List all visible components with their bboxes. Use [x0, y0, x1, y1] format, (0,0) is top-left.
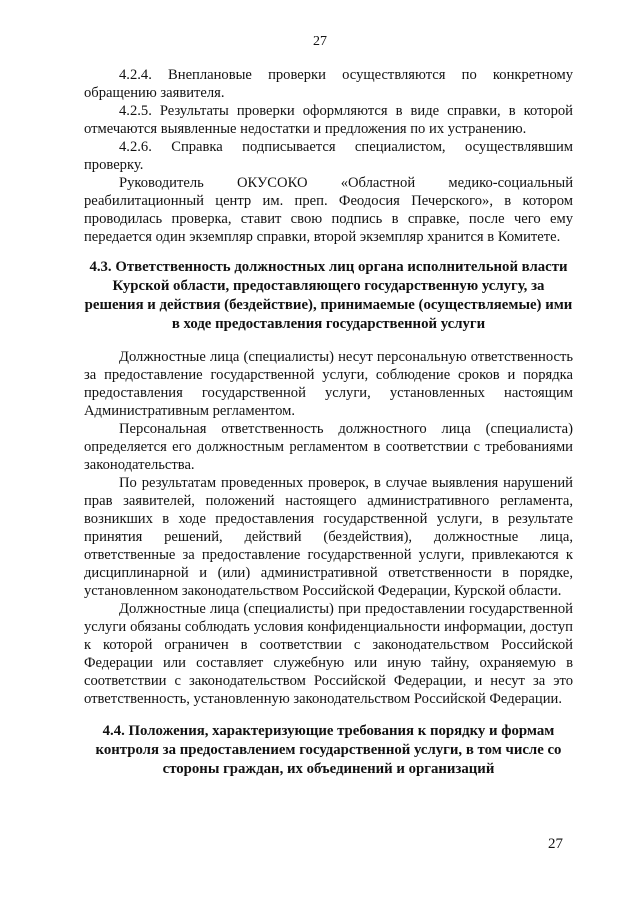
paragraph-4-2-4: 4.2.4. Внеплановые проверки осуществляются по конкретному обращению заявителя. — [84, 67, 573, 101]
paragraph-responsibility-4: Должностные лица (специалисты) при предоставлении государственной услуги обязаны соблюдать условия конфиденциальности информации, доступ к которой ограничен в соответствии с законодательством Российской Федерации или составляет служебную или иную тайну, охраняемую в соответствии с законодательством Российской Федерации, и несут за это ответственность, установленную законодательством Российской Федерации. — [84, 601, 573, 707]
section-heading-4-4: 4.4. Положения, характеризующие требования к порядку и формам контроля за предоставлением государственной услуги, в том числе со стороны граждан, их объединений и организаций — [95, 723, 562, 777]
page-number-top: 27 — [313, 34, 327, 49]
paragraph-4-2-6: 4.2.6. Справка подписывается специалистом, осуществлявшим проверку. — [84, 139, 573, 173]
paragraph-responsibility-2: Персональная ответственность должностного лица (специалиста) определяется его должностным регламентом в соответствии с требованиями законодательства. — [84, 421, 573, 473]
page-number-bottom: 27 — [548, 836, 563, 852]
section-heading-4-3: 4.3. Ответственность должностных лиц органа исполнительной власти Курской области, предоставляющего государственную услугу, за решения и действия (бездействие), принимаемые (осуществляемые) ими в ходе предоставления государственной услуги — [84, 259, 573, 332]
document-body — [84, 66, 573, 779]
paragraph-head-signature: Руководитель ОКУСОКО «Областной медико-социальный реабилитационный центр им. преп. Феодосия Печерского», в котором проводилась проверка, ставит свою подпись в справке, после чего ему передается один экземпляр справки, второй экземпляр хранится в Комитете. — [84, 175, 573, 245]
paragraph-responsibility-1: Должностные лица (специалисты) несут персональную ответственность за предоставление государственной услуги, соблюдение сроков и порядка предоставления государственной услуги, установленных настоящим Административным регламентом. — [84, 349, 573, 419]
paragraph-4-2-5: 4.2.5. Результаты проверки оформляются в виде справки, в которой отмечаются выявленные недостатки и предложения по их устранению. — [84, 103, 573, 137]
paragraph-responsibility-3: По результатам проведенных проверок, в случае выявления нарушений прав заявителей, положений настоящего административного регламента, возникших в ходе предоставления государственной услуги, в результате принятия решений, действий (бездействия), должностные лица, ответственные за предоставление государственной услуги, привлекаются к дисциплинарной и (или) административной ответственности в порядке, установленном законодательством Российской Федерации, Курской области. — [84, 475, 573, 599]
